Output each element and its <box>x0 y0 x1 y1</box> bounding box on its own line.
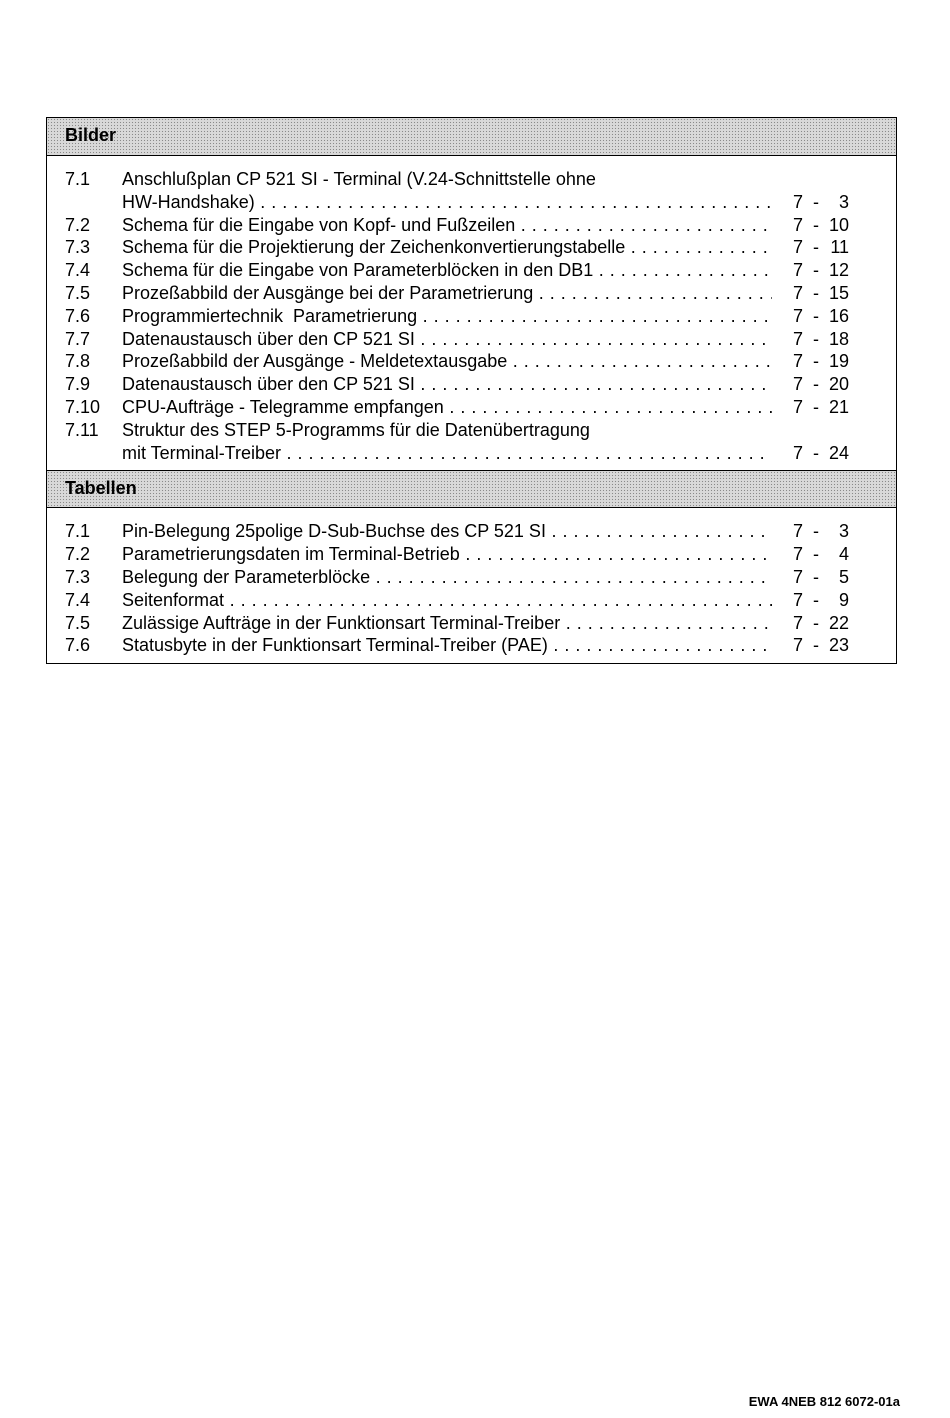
table-of-contents <box>46 117 897 664</box>
entry-title: Prozeßabbild der Ausgänge bei der Parametrierung . . . <box>122 282 772 305</box>
entry-number: 7.6 <box>65 305 91 326</box>
entry-number: 7.1 <box>65 169 91 189</box>
entry-title: Struktur des STEP 5-Programms für die Datenübertragung <box>122 419 590 440</box>
figure-list <box>47 156 896 470</box>
toc-entry[interactable] <box>47 520 896 543</box>
toc-entry[interactable] <box>47 373 896 396</box>
page-ref: 7 - 11 <box>793 237 849 258</box>
page-ref: 7 - 4 <box>793 544 849 565</box>
entry-number: 7.4 <box>65 260 91 281</box>
entry-number: 7.1 <box>65 521 91 542</box>
page-ref: 7 - 21 <box>793 396 849 417</box>
entry-number: 7.5 <box>65 612 91 633</box>
entry-number: 7.9 <box>65 374 91 395</box>
entry-number: 7.3 <box>65 237 91 258</box>
page-ref: 7 - 16 <box>793 305 849 326</box>
entry-title: Datenaustausch über den CP 521 SI . . . <box>122 328 772 351</box>
entry-number: 7.2 <box>65 214 91 235</box>
entry-number: 7.5 <box>65 282 91 303</box>
entry-title: Datenaustausch über den CP 521 SI . . . <box>122 373 772 396</box>
toc-entry[interactable] <box>47 282 896 305</box>
entry-number: 7.8 <box>65 351 91 372</box>
page-ref: 7 - 20 <box>793 374 849 395</box>
entry-title: Programmiertechnik Parametrierung . . . <box>122 305 772 328</box>
page-ref: 7 - 5 <box>793 566 849 587</box>
entry-title: Zulässige Aufträge in der Funktionsart Terminal-Treiber . . . <box>122 612 772 635</box>
page-ref: 7 - 9 <box>793 589 849 610</box>
entry-title: Pin-Belegung 25polige D-Sub-Buchse des CP 521 SI . . . <box>122 520 772 543</box>
toc-entry[interactable] <box>47 259 896 282</box>
entry-number: 7.3 <box>65 566 91 587</box>
entry-title-continuation: HW-Handshake) . . . <box>122 191 772 214</box>
toc-entry[interactable] <box>47 419 896 442</box>
entry-title-continuation: mit Terminal-Treiber . . . <box>122 442 772 465</box>
section-heading-tabellen: Tabellen <box>47 470 896 508</box>
toc-entry[interactable] <box>47 236 896 259</box>
entry-title: Parametrierungsdaten im Terminal-Betrieb . . . <box>122 543 772 566</box>
page-ref: 7 - 19 <box>793 351 849 372</box>
page-ref: 7 - 12 <box>793 260 849 281</box>
page-ref: 7 - 23 <box>793 635 849 656</box>
toc-entry[interactable] <box>47 566 896 589</box>
entry-title: Schema für die Eingabe von Kopf- und Fußzeilen . . . <box>122 214 772 237</box>
toc-entry[interactable] <box>47 589 896 612</box>
toc-entry[interactable] <box>47 543 896 566</box>
section-heading-bilder: Bilder <box>47 118 896 156</box>
entry-title: Schema für die Projektierung der Zeichenkonvertierungstabelle . . . <box>122 236 772 259</box>
entry-number: 7.11 <box>65 419 99 440</box>
page-ref: 7 - 18 <box>793 328 849 349</box>
toc-entry[interactable] <box>47 634 896 657</box>
page-ref: 7 - 15 <box>793 282 849 303</box>
entry-title: CPU-Aufträge - Telegramme empfangen . . . <box>122 396 772 419</box>
page-ref: 7 - 3 <box>793 191 849 212</box>
toc-entry[interactable] <box>47 168 896 191</box>
entry-number: 7.2 <box>65 544 91 565</box>
entry-title: Statusbyte in der Funktionsart Terminal-Treiber (PAE) . . . <box>122 634 772 657</box>
toc-entry[interactable] <box>47 396 896 419</box>
toc-entry-continuation[interactable] <box>47 191 896 214</box>
toc-entry[interactable] <box>47 328 896 351</box>
entry-title: Seitenformat . . . <box>122 589 772 612</box>
entry-number: 7.4 <box>65 589 91 610</box>
toc-entry[interactable] <box>47 612 896 635</box>
toc-entry-continuation[interactable] <box>47 442 896 465</box>
toc-entry[interactable] <box>47 214 896 237</box>
table-list <box>47 508 896 663</box>
page-ref: 7 - 22 <box>793 612 849 633</box>
toc-entry[interactable] <box>47 350 896 373</box>
page-ref: 7 - 10 <box>793 214 849 235</box>
entry-title: Belegung der Parameterblöcke . . . <box>122 566 772 589</box>
entry-number: 7.7 <box>65 328 91 349</box>
entry-number: 7.10 <box>65 396 101 417</box>
entry-title: Anschlußplan CP 521 SI - Terminal (V.24-Schnittstelle ohne <box>122 169 596 189</box>
page-ref: 7 - 24 <box>793 442 849 463</box>
entry-title: Schema für die Eingabe von Parameterblöcken in den DB1 . . . <box>122 259 772 282</box>
document-id: EWA 4NEB 812 6072-01a <box>748 1394 900 1409</box>
entry-title: Prozeßabbild der Ausgänge - Meldetextausgabe . . . <box>122 350 772 373</box>
page-ref: 7 - 3 <box>793 521 849 542</box>
entry-number: 7.6 <box>65 635 91 656</box>
toc-entry[interactable] <box>47 305 896 328</box>
